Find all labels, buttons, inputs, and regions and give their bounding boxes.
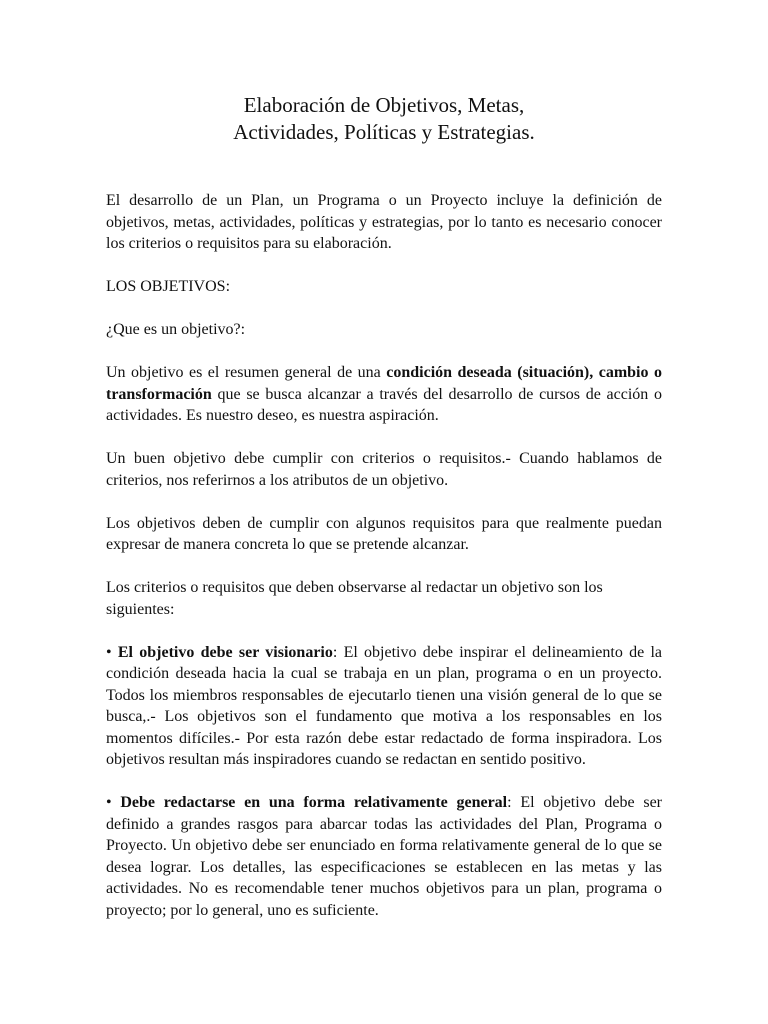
bullet-item-visionary — [106, 642, 662, 771]
section-heading: LOS OBJETIVOS: — [106, 278, 231, 295]
bullet-heading: El objetivo debe ser visionario — [117, 643, 333, 661]
question-paragraph: ¿Que es un objetivo?: — [106, 321, 246, 338]
title-line-2: Actividades, Políticas y Estrategias. — [233, 120, 535, 144]
bullet-marker: • — [106, 643, 118, 661]
intro-paragraph: El desarrollo de un Plan, un Programa o un Proyecto incluye la definición de objetivos, metas, actividades, políticas y estrategias, por lo tanto es necesario conocer los criterios o requisitos para su elaboración. — [106, 192, 662, 252]
definition-text-before: Un objetivo es el resumen general de una — [106, 364, 387, 381]
definition-text-after: que se busca alcanzar a través del desarrollo de cursos de acción o actividades. Es nuestro deseo, es nuestra aspiración. — [106, 385, 662, 424]
criteria-paragraph: Un buen objetivo debe cumplir con criterios o requisitos.- Cuando hablamos de criterios, nos referirnos a los atributos de un objetivo. — [106, 450, 662, 489]
definition-bold-text: condición deseada (situación), cambio o transformación — [106, 364, 662, 403]
definition-paragraph — [106, 362, 662, 427]
bullet-item-general — [106, 792, 662, 921]
document-title — [0, 92, 768, 146]
requirements-paragraph: Los objetivos deben de cumplir con algunos requisitos para que realmente puedan expresar de manera concreta lo que se pretende alcanzar. — [106, 514, 662, 553]
bullet-text: : El objetivo debe inspirar el delineamiento de la condición deseada hacia la cual se trabaja en un plan, programa o en un proyecto. Todos los miembros responsables de ejecutarlo tienen una visión general de lo que se busca,.- Los objetivos son el fundamento que motiva a los responsables en los momentos difíciles.- Por esta razón debe estar redactado de forma inspiradora. Los objetivos resultan más inspiradores cuando se redactan en sentido positivo. — [106, 643, 662, 768]
bullet-text: : El objetivo debe ser definido a grandes rasgos para abarcar todas las actividades del Plan, Programa o Proyecto. Un objetivo debe ser enunciado en forma relativamente general de lo que se desea lograr. Los detalles, las especificaciones se establecen en las metas y las actividades. No es recomendable tener muchos objetivos para un plan, programa o proyecto; por lo general, uno es suficiente. — [106, 794, 663, 919]
list-intro-paragraph: Los criterios o requisitos que deben observarse al redactar un objetivo son los siguientes: — [106, 579, 603, 618]
title-line-1: Elaboración de Objetivos, Metas, — [243, 93, 525, 117]
bullet-marker: • — [106, 794, 121, 811]
bullet-heading: Debe redactarse en una forma relativamente general — [120, 794, 508, 811]
document-body — [106, 190, 662, 943]
